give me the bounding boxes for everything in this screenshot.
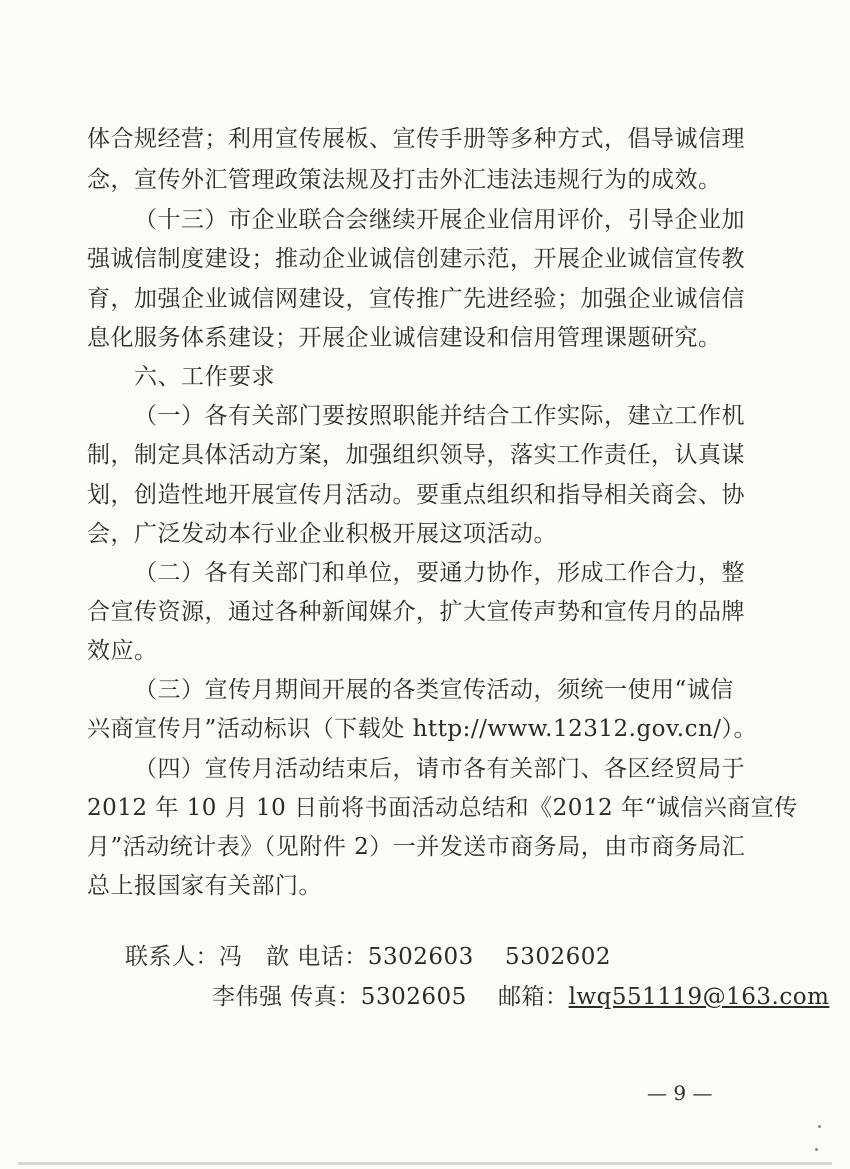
paragraph-line: 兴商宣传月”活动标识（下载处 http://www.12312.gov.cn/）。 <box>87 716 758 742</box>
paragraph-line: （二）各有关部门和单位，要通力协作，形成工作合力，整 <box>134 560 745 586</box>
scan-edge-divider <box>18 1162 832 1165</box>
paragraph-line: 育，加强企业诚信网建设，宣传推广先进经验；加强企业诚信信 <box>87 286 745 312</box>
contact-line-2 <box>212 982 829 1012</box>
section-heading: 六、工作要求 <box>134 364 275 390</box>
paragraph-line: （十三）市企业联合会继续开展企业信用评价，引导企业加 <box>134 207 745 233</box>
scan-speck <box>818 1125 821 1128</box>
paragraph-line: 会，广泛发动本行业企业积极开展这项活动。 <box>87 521 557 547</box>
paragraph-line: 强诚信制度建设；推动企业诚信创建示范，开展企业诚信宣传教 <box>87 246 745 272</box>
page-number: — 9 — <box>647 1081 713 1105</box>
paragraph-line: 效应。 <box>87 638 158 664</box>
paragraph-line: 划，创造性地开展宣传月活动。要重点组织和指导相关商会、协 <box>87 482 745 508</box>
paragraph-line: （四）宣传月活动结束后，请市各有关部门、各区经贸局于 <box>134 756 745 782</box>
paragraph-line: 制，制定具体活动方案，加强组织领导，落实工作责任，认真谋 <box>87 442 745 468</box>
contact-line-1: 联系人：冯 歆 电话：5302603 5302602 <box>125 944 611 970</box>
paragraph-line: 总上报国家有关部门。 <box>87 873 322 899</box>
contact-fax-label: 李伟强 传真：5302605 邮箱： <box>212 984 569 1010</box>
paragraph-line: 体合规经营；利用宣传展板、宣传手册等多种方式，倡导诚信理 <box>87 126 745 152</box>
email-link[interactable]: lwq551119@163.com <box>568 984 830 1010</box>
paragraph-line: 息化服务体系建设；开展企业诚信建设和信用管理课题研究。 <box>87 325 722 351</box>
paragraph-line: （三）宣传月期间开展的各类宣传活动，须统一使用“诚信 <box>134 677 734 703</box>
paragraph-line: （一）各有关部门要按照职能并结合工作实际，建立工作机 <box>134 403 745 429</box>
scan-speck <box>815 1148 818 1151</box>
paragraph-line: 念，宣传外汇管理政策法规及打击外汇违法违规行为的成效。 <box>87 167 722 193</box>
paragraph-line: 月”活动统计表》（见附件 2）一并发送市商务局，由市商务局汇 <box>87 834 746 860</box>
paragraph-line: 2012 年 10 月 10 日前将书面活动总结和《2012 年“诚信兴商宣传 <box>87 795 798 821</box>
paragraph-line: 合宣传资源，通过各种新闻媒介，扩大宣传声势和宣传月的品牌 <box>87 599 745 625</box>
